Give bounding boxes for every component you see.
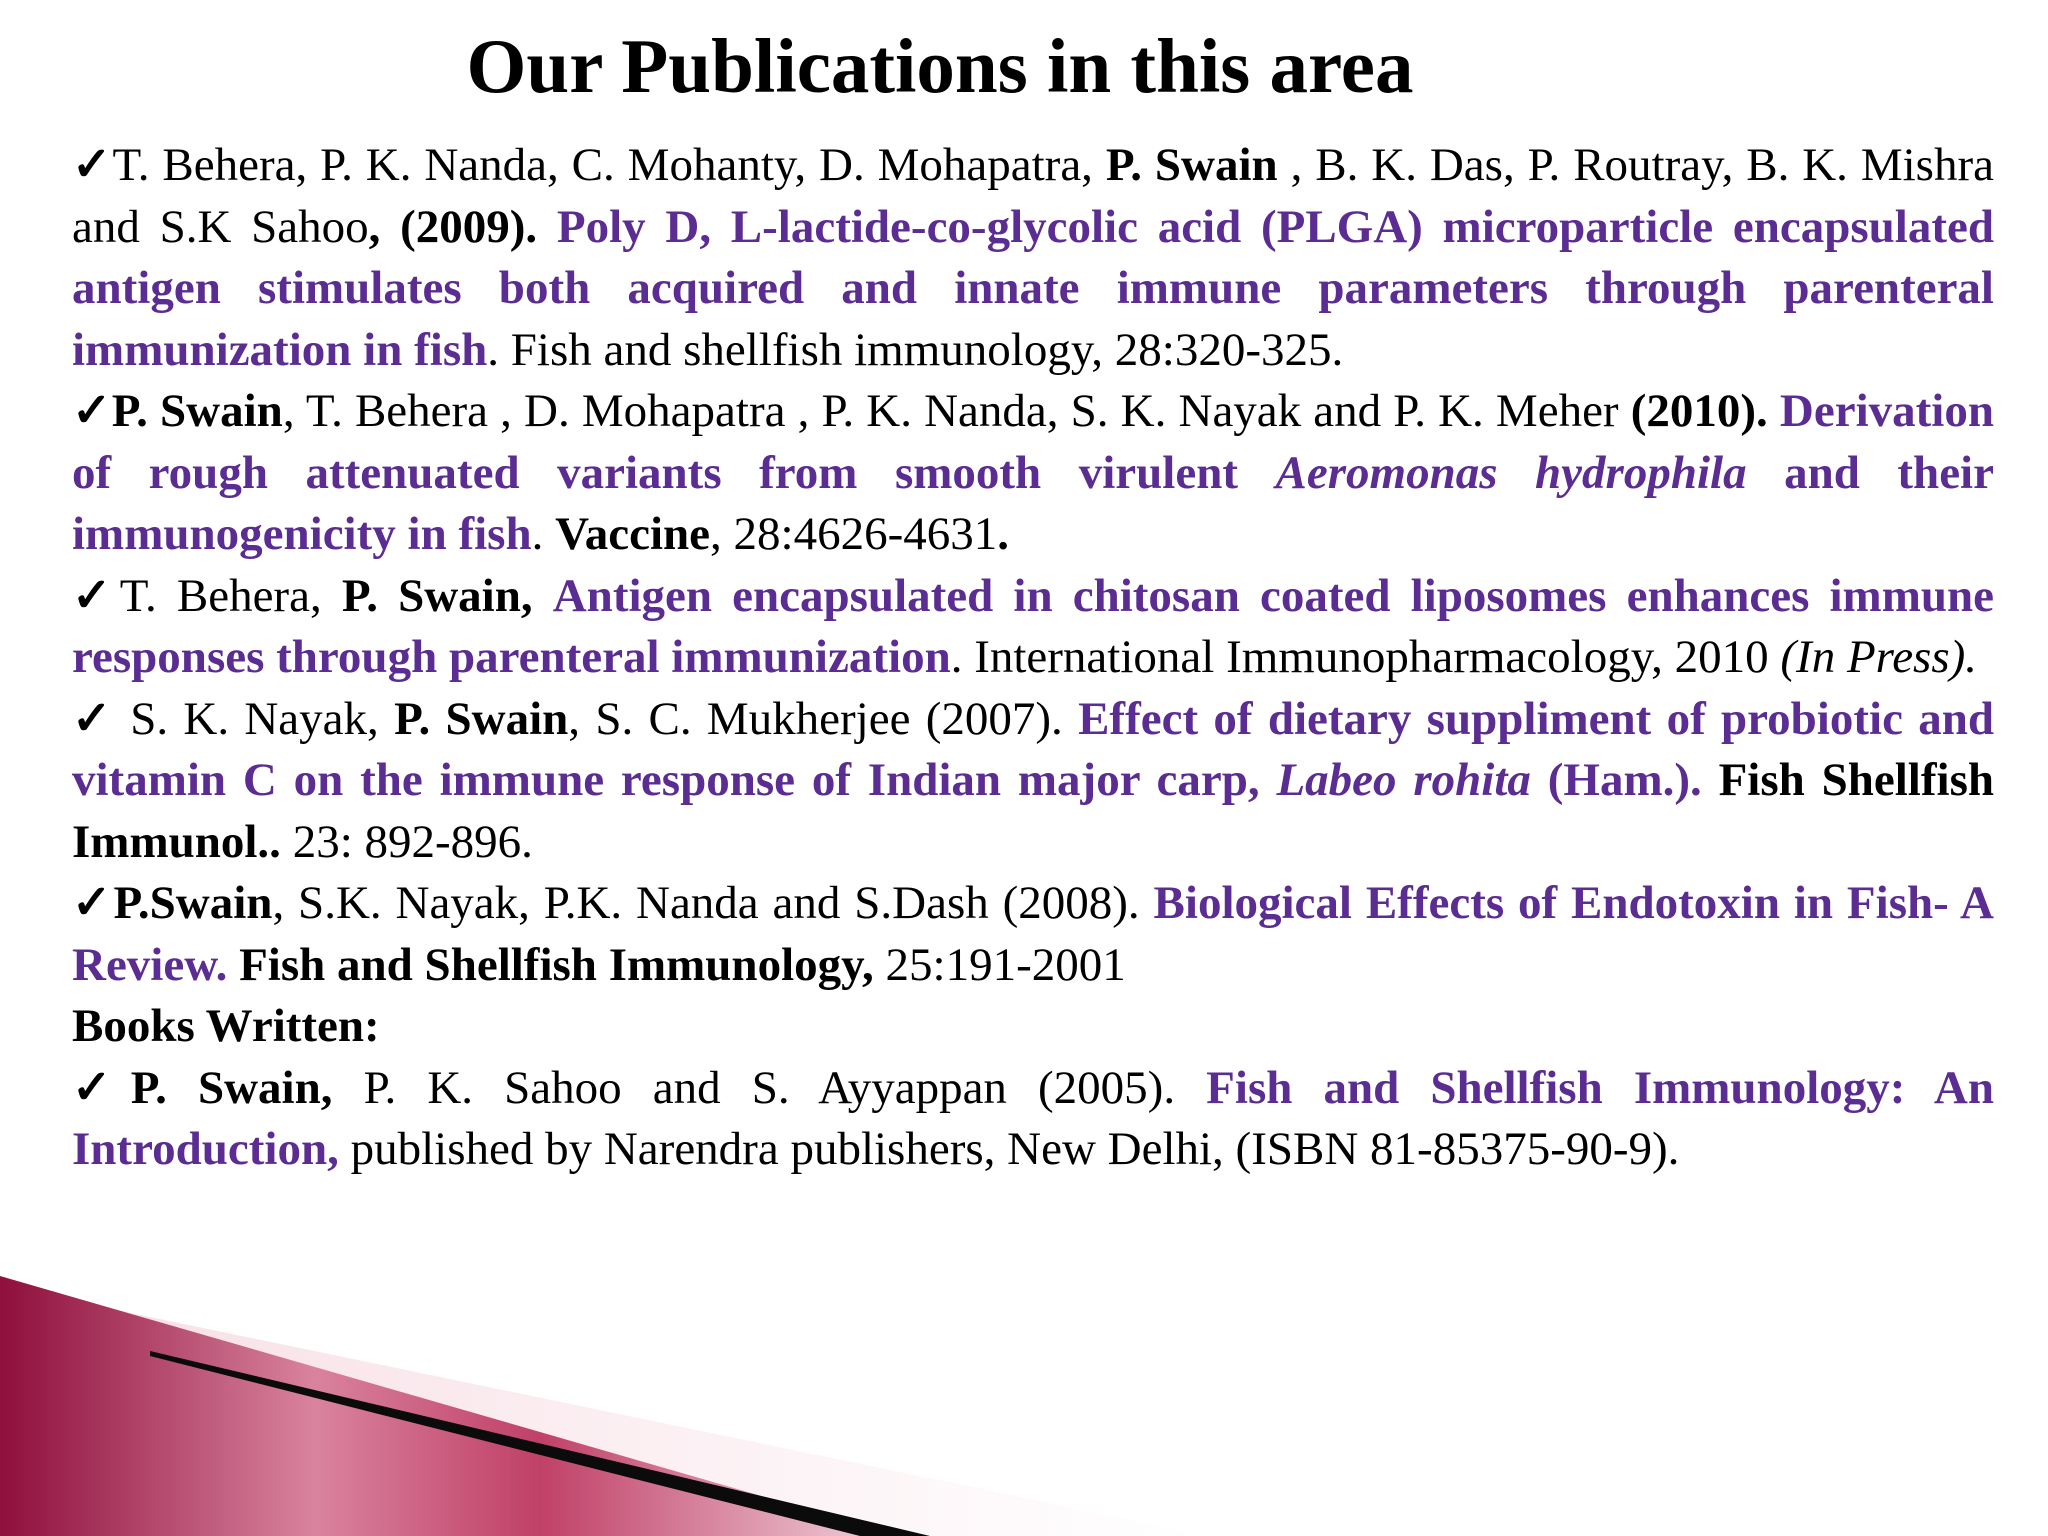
publication-text: . xyxy=(997,508,1009,560)
publication-text: , B. K. Das, P. Routray, B. K. Mishra and S.K Sahoo xyxy=(72,139,1994,253)
publication-text xyxy=(1768,385,1780,437)
publication-title: Antigen encapsulated in chitosan coated liposomes enhances immune responses through parenteral immunization xyxy=(72,569,1994,683)
checkmark-icon: ✓ xyxy=(72,139,113,191)
publication-text: 25:191-2001 xyxy=(873,938,1126,991)
slide-title: Our Publications in this area xyxy=(466,23,1414,109)
publication-text: S. K. Nayak, xyxy=(114,692,395,745)
publication-title: Effect of dietary suppliment of probiotic and vitamin C on the immune response of Indian major carp, xyxy=(72,692,1994,806)
publication-text: . xyxy=(531,508,556,560)
publication-text: P. Swain xyxy=(394,692,569,745)
checkmark-icon: ✓ xyxy=(72,877,114,929)
publication-text: (2010). xyxy=(1630,385,1768,437)
decorative-corner-swoosh xyxy=(0,1276,2048,1536)
publication-text: 23: 892-896. xyxy=(280,815,533,868)
checkmark-icon: ✓ xyxy=(72,385,112,437)
publication-text: Fish Shellfish Immunol.. xyxy=(72,754,1995,868)
publication-entry xyxy=(72,381,1994,566)
checkmark-icon: ✓ xyxy=(72,692,115,745)
publication-text: Vaccine xyxy=(555,508,711,560)
publication-text: P. Swain, xyxy=(341,569,533,622)
publication-text: . International Immunopharmacology, 2010 xyxy=(950,631,1781,683)
publication-text: P.Swain xyxy=(113,877,273,929)
publication-text: Fish and Shellfish Immunology, xyxy=(239,938,874,991)
publication-title: Poly D, L-lactide-co-glycolic acid (PLGA) microparticle encapsulated antigen stimulates both acquired and innate immune parameters through parenteral immunization in fish xyxy=(72,200,1994,376)
publication-entry xyxy=(72,873,1994,996)
publication-entry xyxy=(72,135,1994,381)
publication-title: Aeromonas hydrophila xyxy=(1275,446,1747,499)
publication-title: Labeo rohita xyxy=(1276,754,1531,806)
publication-title: Biological Effects of Endotoxin in Fish- A Review. xyxy=(72,877,1994,991)
publication-text: T. Behera, P. K. Nanda, C. Mohanty, D. Mohapatra, xyxy=(112,139,1106,191)
publication-text: P. Swain xyxy=(1105,139,1278,191)
publication-text xyxy=(533,570,553,622)
publication-entry xyxy=(72,566,1994,689)
publication-list xyxy=(72,135,1994,996)
books-list xyxy=(72,1058,1994,1181)
publication-text: . Fish and shellfish immunology, 28:320-325. xyxy=(487,323,1344,376)
publication-text: , 28:4626-4631 xyxy=(710,508,998,560)
publication-entry xyxy=(72,689,1994,874)
publication-text: , T. Behera , D. Mohapatra , P. K. Nanda, S. K. Nayak and P. K. Meher xyxy=(282,385,1631,437)
publication-text: P. Swain, xyxy=(130,1061,333,1114)
publication-text: P. Swain xyxy=(111,385,283,437)
publication-text: (In Press). xyxy=(1780,631,1978,683)
books-heading: Books Written: xyxy=(72,1000,380,1052)
checkmark-icon: ✓ xyxy=(72,1061,131,1114)
publication-text: published by Narendra publishers, New Delhi, (ISBN 81-85375-90-9). xyxy=(338,1123,1680,1175)
publication-text: , (2009). xyxy=(368,200,557,253)
publication-title: (Ham.). xyxy=(1530,754,1719,806)
book-entry xyxy=(72,1058,1994,1181)
publication-title: and their immunogenicity in fish xyxy=(72,446,1994,560)
publication-text: P. K. Sahoo and S. Ayyappan (2005). xyxy=(332,1061,1207,1114)
publication-text: , S. C. Mukherjee (2007). xyxy=(568,692,1079,745)
publication-text: , S.K. Nayak, P.K. Nanda and S.Dash (2008). xyxy=(272,877,1154,929)
publication-title: Derivation of rough attenuated variants from smooth virulent xyxy=(72,385,1994,499)
publication-content xyxy=(72,135,1994,1181)
publication-title: Fish and Shellfish Immunology: An Introduction, xyxy=(72,1061,1994,1175)
publication-text: T. Behera, xyxy=(119,569,342,622)
checkmark-icon: ✓ xyxy=(72,569,120,622)
